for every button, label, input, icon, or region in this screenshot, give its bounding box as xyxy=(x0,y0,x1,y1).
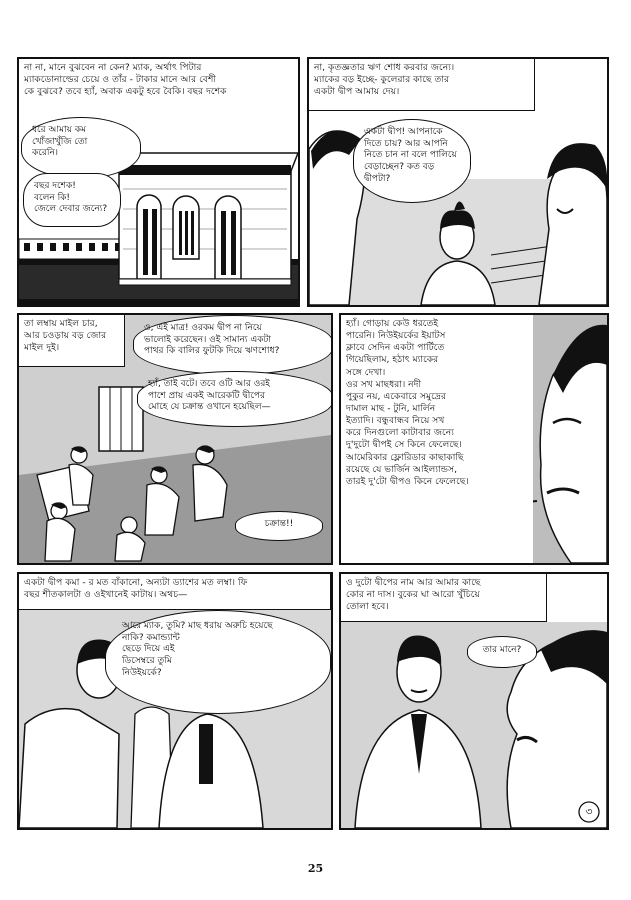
panel-4 xyxy=(339,313,609,565)
speech-bubble-3: একটা দ্বীপ! আপনাকে দিতে চায়? আর আপনি নিতে চান না বলে পালিয়ে বেড়াচ্ছেন? কত বড় দ্বীপটা? xyxy=(353,119,471,203)
panel-4-caption: হ্যাঁ। গোড়ায় কেউ ধরতেই পারেনি। নিউইয়র্কের ইয়াটস ক্লাবে সেদিন একটা পার্টিতে গিয়েছিলাম, হঠাৎ ম্যাকের সঙ্গে দেখা। ওর সখ মাছধরা। নদী পুকুর নয়, একেবারে সমুদ্রের দামাল মাছ - টুনি, মার্লিন ইত্যাদি। বন্ধুবান্ধব নিয়ে সখ করে দিনগুলো কাটাবার জন্যে দু'দুটো দ্বীপই সে কিনে ফেলেছে। আমেরিকার ফ্লোরিডার কাছাকাছি রয়েছে যে ভার্জিন আইল্যান্ডস, তারই দু'টো দ্বীপও কিনে ফেলেছে। xyxy=(341,315,533,563)
speech-bubble-1: ধরে আমায় কম খোঁজাখুঁজি তো করেনি। xyxy=(21,117,141,179)
speech-bubble-8: তার মানে? xyxy=(467,636,537,668)
speech-bubble-6: চক্রান্ত!! xyxy=(235,511,323,541)
speech-bubble-2: বছর দশেক! বলেন কি! জেলে দেবার জন্যে? xyxy=(23,173,121,227)
panel-6-caption: ও দুটো দ্বীপের নাম আর আমার কাছে কোর না দাস। বুকের ঘা আরো খুঁচিয়ে তোলা হবে। xyxy=(341,574,547,622)
panel-3-caption: তা লম্বায় মাইল চার, আর চওড়ায় বড় জোর মাইল দুই। xyxy=(19,315,125,367)
panel-3 xyxy=(17,313,333,565)
panel-2-caption: না, কৃতজ্ঞতার ঋণ শোধ করবার জন্যে। ম্যাকের বড় ইচ্ছে- কুলেরার কাছে তার একটা দ্বীপ আমায় দেয়। xyxy=(309,59,535,111)
artist-signature: ৩ xyxy=(585,805,593,818)
panel-6 xyxy=(339,572,609,830)
panel-5 xyxy=(17,572,333,830)
panel-1 xyxy=(17,57,300,307)
panel-5-caption: একটা দ্বীপ কমা - র মত বাঁকানো, অন্যটা ড্যাশের মত লম্বা। ফি বছর শীতকালটা ও ওইখানেই কাটায়। অথচ— xyxy=(19,574,331,610)
speech-bubble-4: ও, এই মাত্র! ওরকম দ্বীপ না নিয়ে ভালোই করেছেন। ওই সামান্য একটা পাথর কি বালির ফুটকি দিয়ে ঋণশোধ? xyxy=(133,315,333,375)
speech-bubble-5: হ্যাঁ, তাই বটে। তবে ওটি আর ওরই পাশে প্রায় একই আরেকটি দ্বীপের মোহে যে চক্রান্ত ওখানে হয়েছিল— xyxy=(137,371,333,427)
page-number: 25 xyxy=(307,862,324,875)
speech-bubble-7: আরে ম্যাক, তুমি? মাছ ধরায় অরুচি হয়েছে নাকি? কমান্ড্যান্ট ছেড়ে দিয়ে এই ডিসেম্বরে তুমি নিউইয়র্কে? xyxy=(105,610,331,714)
panel-2 xyxy=(307,57,609,307)
panel-1-caption: না না, মানে বুঝবেন না কেন? ম্যাক, অর্থাৎ পিটার ম্যাকডোনাল্ডের চেয়ে ও তাঁর - টাকার মানে আর বেশী কে বুঝবে? তবে হ্যাঁ, অবাক একটু হবে বৈকি। বছর দশেক xyxy=(19,59,298,117)
